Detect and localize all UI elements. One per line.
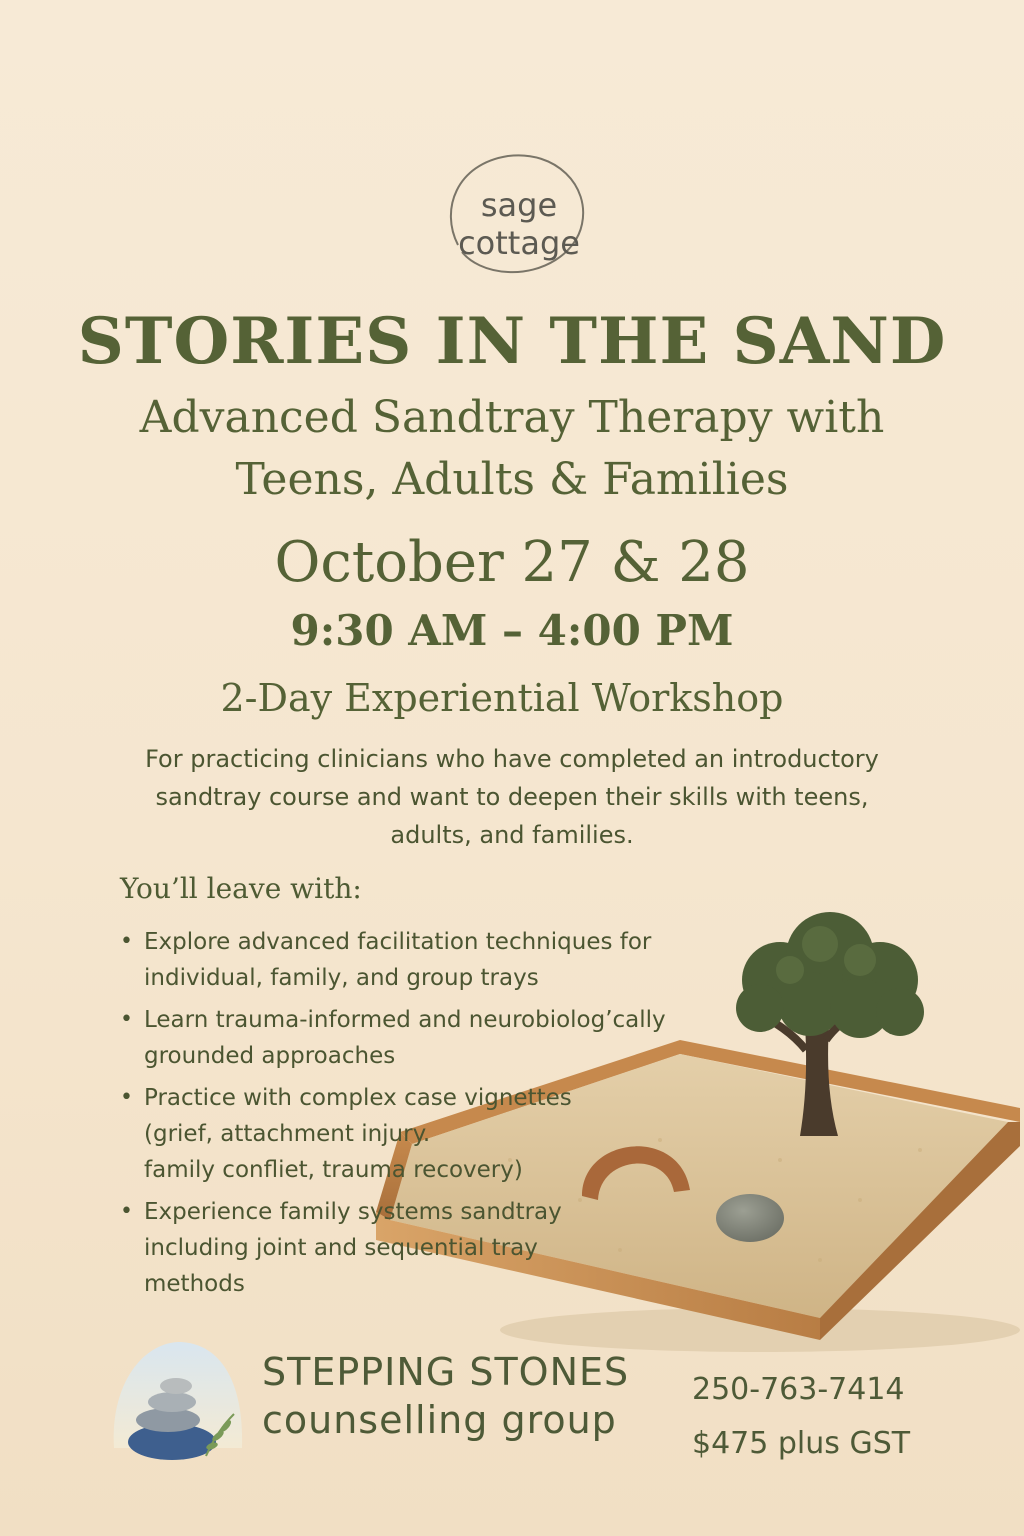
org-name-line-1: STEPPING STONES <box>262 1350 630 1394</box>
org-name-line-2: counselling group <box>262 1398 617 1442</box>
subtitle-line-1: Advanced Sandtray Therapy with <box>139 392 885 443</box>
bullet-icon: • <box>120 1007 133 1032</box>
list-item-line: including joint and sequential tray <box>144 1235 538 1261</box>
list-item-line: methods <box>144 1271 245 1297</box>
list-item-line: family confliet, trauma recovery) <box>144 1157 523 1183</box>
bullet-icon: • <box>120 1085 133 1110</box>
list-item-line: Explore advanced facilitation techniques for <box>144 929 652 955</box>
list-item-line: grounded approaches <box>144 1043 396 1069</box>
workshop-type: 2-Day Experiential Workshop <box>220 676 784 720</box>
list-item <box>116 1194 716 1302</box>
event-times: 9:30 AM – 4:00 PM <box>290 606 734 655</box>
bullet-icon: • <box>120 1199 133 1224</box>
list-item <box>116 1080 716 1188</box>
page-title: STORIES IN THE SAND <box>77 304 947 379</box>
list-item-line: (grief, attachment injury. <box>144 1121 431 1147</box>
leave-with-heading: You’ll leave with: <box>120 872 362 905</box>
audience-description: For practicing clinicians who have completed an introductory sandtray course and want to deepen their skills with teens, adults, and families. <box>145 745 879 849</box>
price: $475 plus GST <box>692 1426 911 1461</box>
logo-text-sage: sage <box>480 186 558 224</box>
logo-text-cottage: cottage <box>458 224 580 262</box>
benefits-list <box>116 924 716 1308</box>
list-item-line: Experience family systems sandtray <box>144 1199 562 1225</box>
list-item-line: individual, family, and group trays <box>144 965 539 991</box>
bullet-icon: • <box>120 929 133 954</box>
list-item <box>116 1002 716 1074</box>
event-dates: October 27 & 28 <box>274 530 750 595</box>
list-item-line: Practice with complex case vignettes <box>144 1085 572 1111</box>
subtitle-line-2: Teens, Adults & Families <box>235 454 789 505</box>
list-item <box>116 924 716 996</box>
list-item-line: Learn trauma-informed and neurobiolog’cally <box>144 1007 666 1033</box>
phone-number: 250-763-7414 <box>692 1372 905 1407</box>
stacked-stones-icon <box>110 1338 246 1462</box>
